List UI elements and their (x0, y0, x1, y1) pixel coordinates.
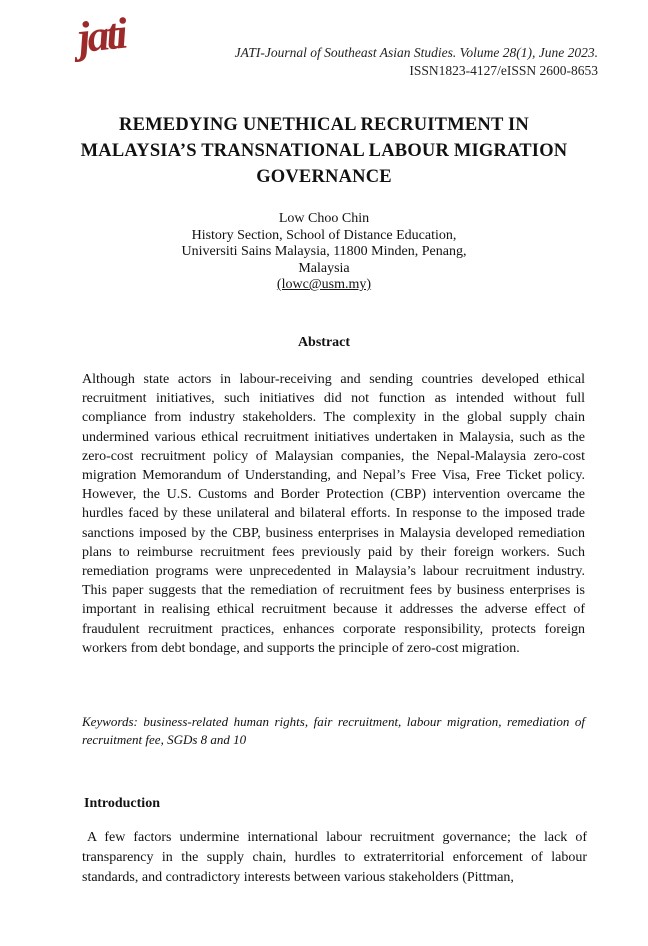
journal-citation: JATI-Journal of Southeast Asian Studies. Volume 28(1), June 2023. (234, 45, 598, 60)
title-line: MALAYSIA’S TRANSNATIONAL LABOUR MIGRATION (80, 141, 568, 161)
introduction-heading: Introduction (84, 796, 160, 811)
author-block (0, 211, 648, 294)
author-email-link[interactable]: (lowc@usm.my) (276, 277, 372, 292)
paper-title (40, 112, 608, 190)
abstract-heading: Abstract (297, 335, 351, 350)
journal-issn: ISSN1823-4127/eISSN 2600-8653 (409, 63, 598, 78)
introduction-body: A few factors undermine international labour recruitment governance; the lack of transparency in the supply chain, hurdles to extraterritorial enforcement of labour standards, and contradictory interests between various stakeholders (Pittman, (82, 830, 587, 885)
author-affiliation: History Section, School of Distance Education, (191, 227, 457, 243)
title-line: GOVERNANCE (256, 167, 392, 187)
title-line: REMEDYING UNETHICAL RECRUITMENT IN (119, 115, 529, 135)
journal-header (235, 44, 598, 80)
abstract-body: Although state actors in labour-receiving and sending countries developed ethical recruitment initiatives, such initiatives did not function as intended without full compliance from industry stakeholders. The complexity in the global supply chain undermined various ethical recruitment initiatives undertaken in Malaysia, such as the zero-cost recruitment policy of Malaysian companies, the Nepal-Malaysia zero-cost migration Memorandum of Understanding, and Nepal’s Free Visa, Free Ticket policy. However, the U.S. Customs and Border Protection (CBP) intervention overcame the hurdles faced by these unilateral and bilateral efforts. In response to the imposed trade sanctions imposed by the CBP, business enterprises in Malaysia developed remediation plans to reimburse recruitment fees previously paid by their foreign workers. Such remediation programs were unprecedented in Malaysia’s labour recruitment industry. This paper suggests that the remediation of recruitment fees by business enterprises is important in realising ethical recruitment because it addresses the adverse effect of fraudulent recruitment practices, enhances corporate responsibility, protects foreign workers from debt bondage, and supports the principle of zero-cost migration. (82, 372, 585, 656)
logo-wordmark: jati (75, 8, 128, 63)
keywords: Keywords: business-related human rights, fair recruitment, labour migration, remediation of recruitment fee, SGDs 8 and 10 (82, 714, 585, 747)
author-institution: Universiti Sains Malaysia, 11800 Minden, Penang, (181, 244, 467, 259)
author-name: Low Choo Chin (278, 211, 370, 226)
journal-logo (75, 8, 144, 76)
author-country: Malaysia (298, 260, 350, 276)
